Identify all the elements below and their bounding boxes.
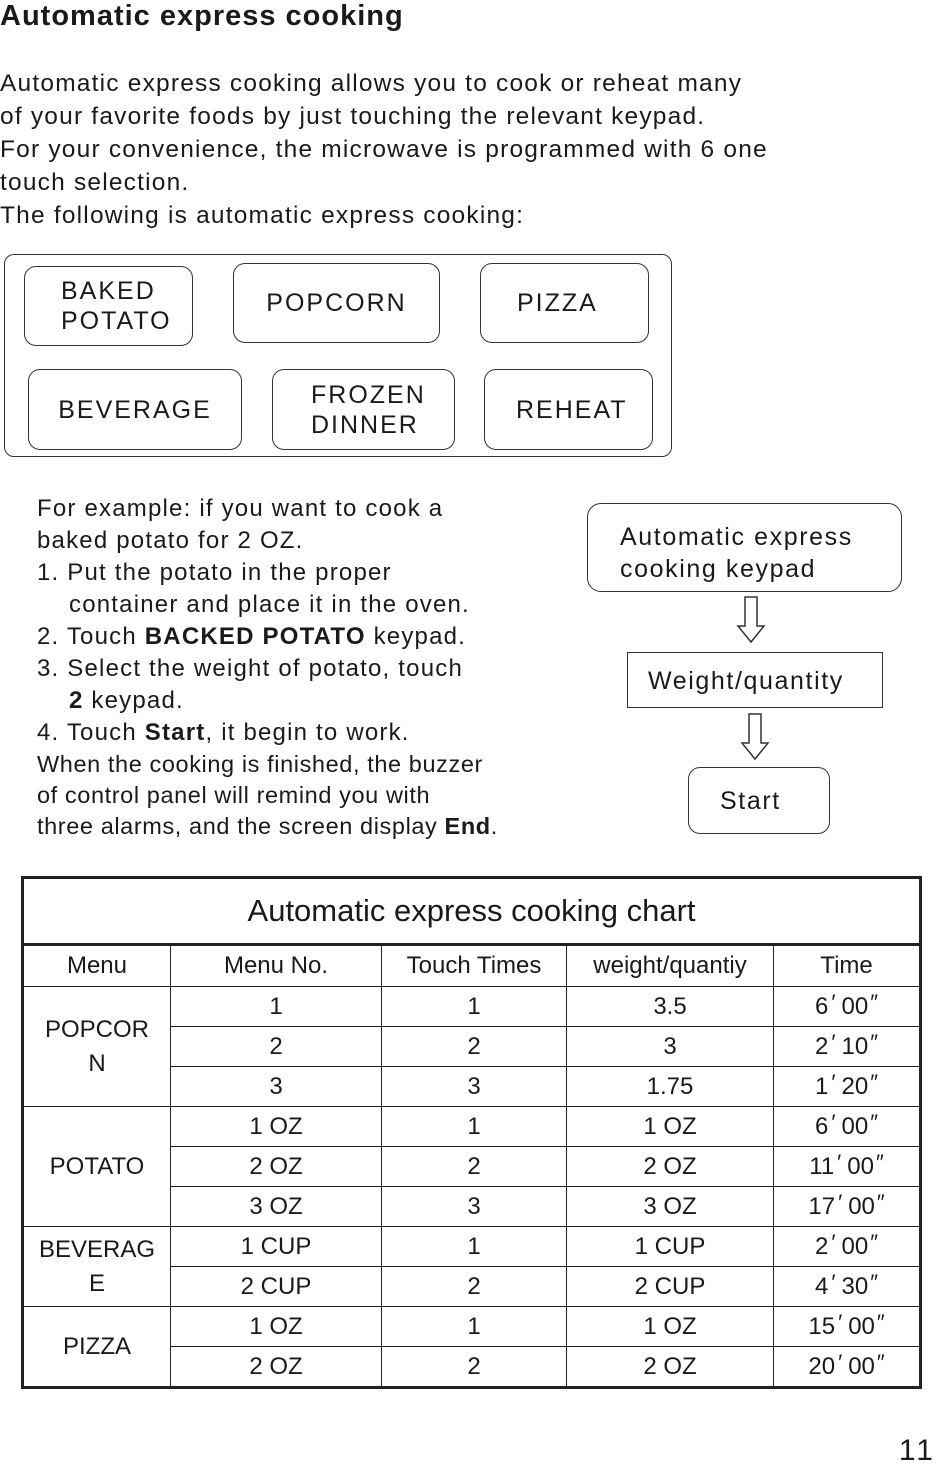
menu-no-cell: 3 [171,1067,382,1107]
touch-times-cell: 1 [382,1307,567,1347]
time-seconds: 00 [841,1232,869,1260]
menu-cell [23,987,171,1107]
minute-mark: ′ [831,1229,836,1255]
step-1: 1. Put the potato in the proper [37,559,392,586]
time-minutes: 6 [815,1112,829,1140]
page-number: 11 [898,1434,936,1467]
minute-mark: ′ [831,1269,836,1295]
menu-label: PIZZA [62,1332,131,1360]
time-seconds: 00 [841,1112,869,1140]
weight-cell: 3.5 [567,987,774,1027]
time-cell [774,987,921,1027]
step-1-continued: container and place it in the oven. [69,591,470,618]
flow-label: Start [720,787,781,815]
flow-label: Automatic express [620,523,853,551]
second-mark: ″ [876,1149,884,1175]
column-header-time: Time [774,945,921,987]
second-mark: ″ [876,1349,885,1375]
weight-cell: 1.75 [567,1067,774,1107]
touch-times-cell: 2 [382,1027,567,1067]
time-cell [774,1267,921,1307]
example-instructions [37,493,597,842]
time-minutes: 20 [808,1352,836,1380]
step-3: 3. Select the weight of potato, touch [37,655,463,682]
popcorn-key[interactable] [233,263,440,343]
down-arrow-icon [736,596,766,644]
time-seconds: 00 [848,1192,875,1220]
minute-mark: ′ [837,1149,842,1175]
key-label: PIZZA [517,289,598,317]
time-minutes: 4 [815,1272,829,1300]
menu-no-cell: 2 [171,1027,382,1067]
time-cell [774,1347,921,1388]
minute-mark: ′ [831,1109,836,1135]
minute-mark: ′ [838,1349,843,1375]
flow-label: Weight/quantity [648,667,844,695]
finish-note: When the cooking is finished, the buzzer [37,751,483,777]
flow-step-express-keypad [587,503,902,592]
column-header-weight: weight/quantiy [567,945,774,987]
weight-cell: 1 OZ [567,1107,774,1147]
baked-potato-key[interactable] [24,266,193,346]
time-minutes: 1 [815,1072,829,1100]
time-minutes: 6 [815,992,829,1020]
key-label: BEVERAGE [58,395,212,424]
key-label: POPCORN [266,289,407,317]
example-line: baked potato for 2 OZ. [37,527,304,554]
time-minutes: 2 [815,1032,829,1060]
intro-line: touch selection. [0,169,190,196]
second-mark: ″ [876,1189,885,1215]
menu-no-cell: 1 [171,987,382,1027]
minute-mark: ′ [831,989,836,1015]
time-cell [774,1227,921,1267]
time-seconds: 00 [841,992,869,1020]
menu-no-cell: 3 OZ [171,1187,382,1227]
intro-line: Automatic express cooking allows you to cook or reheat many [0,70,743,97]
table-row [23,1107,921,1147]
down-arrow-icon [740,713,770,761]
second-mark: ″ [876,1309,885,1335]
time-minutes: 17 [808,1192,836,1220]
key-label: FROZEN [311,380,426,409]
weight-cell: 2 OZ [567,1147,774,1187]
time-cell [774,1307,921,1347]
time-seconds: 00 [847,1152,874,1180]
touch-times-cell: 2 [382,1147,567,1187]
time-seconds: 00 [848,1352,875,1380]
touch-times-cell: 2 [382,1267,567,1307]
menu-label: E [88,1269,105,1297]
menu-no-cell: 2 OZ [171,1347,382,1388]
key-label: DINNER [311,410,419,439]
touch-times-cell: 1 [382,987,567,1027]
menu-label: N [88,1049,106,1077]
flow-step-weight-quantity [627,652,883,708]
table-row [23,1307,921,1347]
key-label: POTATO [61,307,172,335]
menu-cell [23,1227,171,1307]
beverage-key[interactable] [28,369,242,450]
example-line: For example: if you want to cook a [37,495,444,522]
menu-label: POTATO [49,1152,145,1180]
time-minutes: 11 [809,1152,835,1180]
table-row [23,1227,921,1267]
minute-mark: ′ [838,1189,843,1215]
step-4: 4. Touch Start, it begin to work. [37,719,410,746]
express-cooking-chart [21,876,922,1389]
menu-no-cell: 1 OZ [171,1307,382,1347]
touch-times-cell: 3 [382,1067,567,1107]
finish-note: three alarms, and the screen display End. [37,813,498,839]
weight-cell: 1 CUP [567,1227,774,1267]
column-header-menu: Menu [23,945,171,987]
touch-times-cell: 2 [382,1347,567,1388]
time-cell [774,1107,921,1147]
minute-mark: ′ [831,1029,836,1055]
weight-cell: 3 [567,1027,774,1067]
time-seconds: 30 [841,1272,869,1300]
weight-cell: 3 OZ [567,1187,774,1227]
minute-mark: ′ [838,1309,843,1335]
menu-no-cell: 2 OZ [171,1147,382,1187]
menu-cell [23,1307,171,1388]
reheat-key[interactable] [484,369,653,450]
step-2: 2. Touch BACKED POTATO keypad. [37,623,467,650]
menu-no-cell: 1 CUP [171,1227,382,1267]
time-seconds: 20 [841,1072,869,1100]
intro-line: of your favorite foods by just touching the relevant keypad. [0,103,706,130]
page-title: Automatic express cooking [0,0,404,32]
pizza-key[interactable] [480,263,649,343]
column-header-touch-times: Touch Times [382,945,567,987]
flow-label: cooking keypad [620,555,817,583]
menu-label: POPCOR [44,1015,149,1043]
intro-line: For your convenience, the microwave is programmed with 6 one [0,136,768,163]
weight-cell: 1 OZ [567,1307,774,1347]
key-label: BAKED [61,277,156,305]
menu-label: BEVERAG [38,1235,156,1263]
flow-step-start [688,767,830,834]
express-keypad-panel [4,254,672,457]
menu-cell [23,1107,171,1227]
menu-no-cell: 1 OZ [171,1107,382,1147]
touch-times-cell: 1 [382,1107,567,1147]
weight-cell: 2 OZ [567,1347,774,1388]
time-seconds: 00 [848,1312,875,1340]
finish-note: of control panel will remind you with [37,782,431,808]
chart-caption: Automatic express cooking chart [23,878,921,945]
touch-times-cell: 3 [382,1187,567,1227]
second-mark: ″ [870,1029,879,1055]
time-cell [774,1027,921,1067]
minute-mark: ′ [831,1069,836,1095]
time-minutes: 15 [808,1312,836,1340]
time-cell [774,1147,921,1187]
menu-no-cell: 2 CUP [171,1267,382,1307]
intro-line: The following is automatic express cooking: [0,202,525,229]
time-cell [774,1067,921,1107]
second-mark: ″ [870,989,879,1015]
second-mark: ″ [870,1109,879,1135]
column-header-menu-no: Menu No. [171,945,382,987]
key-label: REHEAT [516,395,628,424]
weight-cell: 2 CUP [567,1267,774,1307]
second-mark: ″ [870,1069,879,1095]
table-row [23,987,921,1027]
time-seconds: 10 [841,1032,869,1060]
second-mark: ″ [870,1229,879,1255]
intro-paragraph [0,67,920,232]
frozen-dinner-key[interactable] [272,369,455,450]
time-minutes: 2 [815,1232,829,1260]
second-mark: ″ [870,1269,879,1295]
step-3-continued: 2 keypad. [69,687,184,714]
touch-times-cell: 1 [382,1227,567,1267]
time-cell [774,1187,921,1227]
